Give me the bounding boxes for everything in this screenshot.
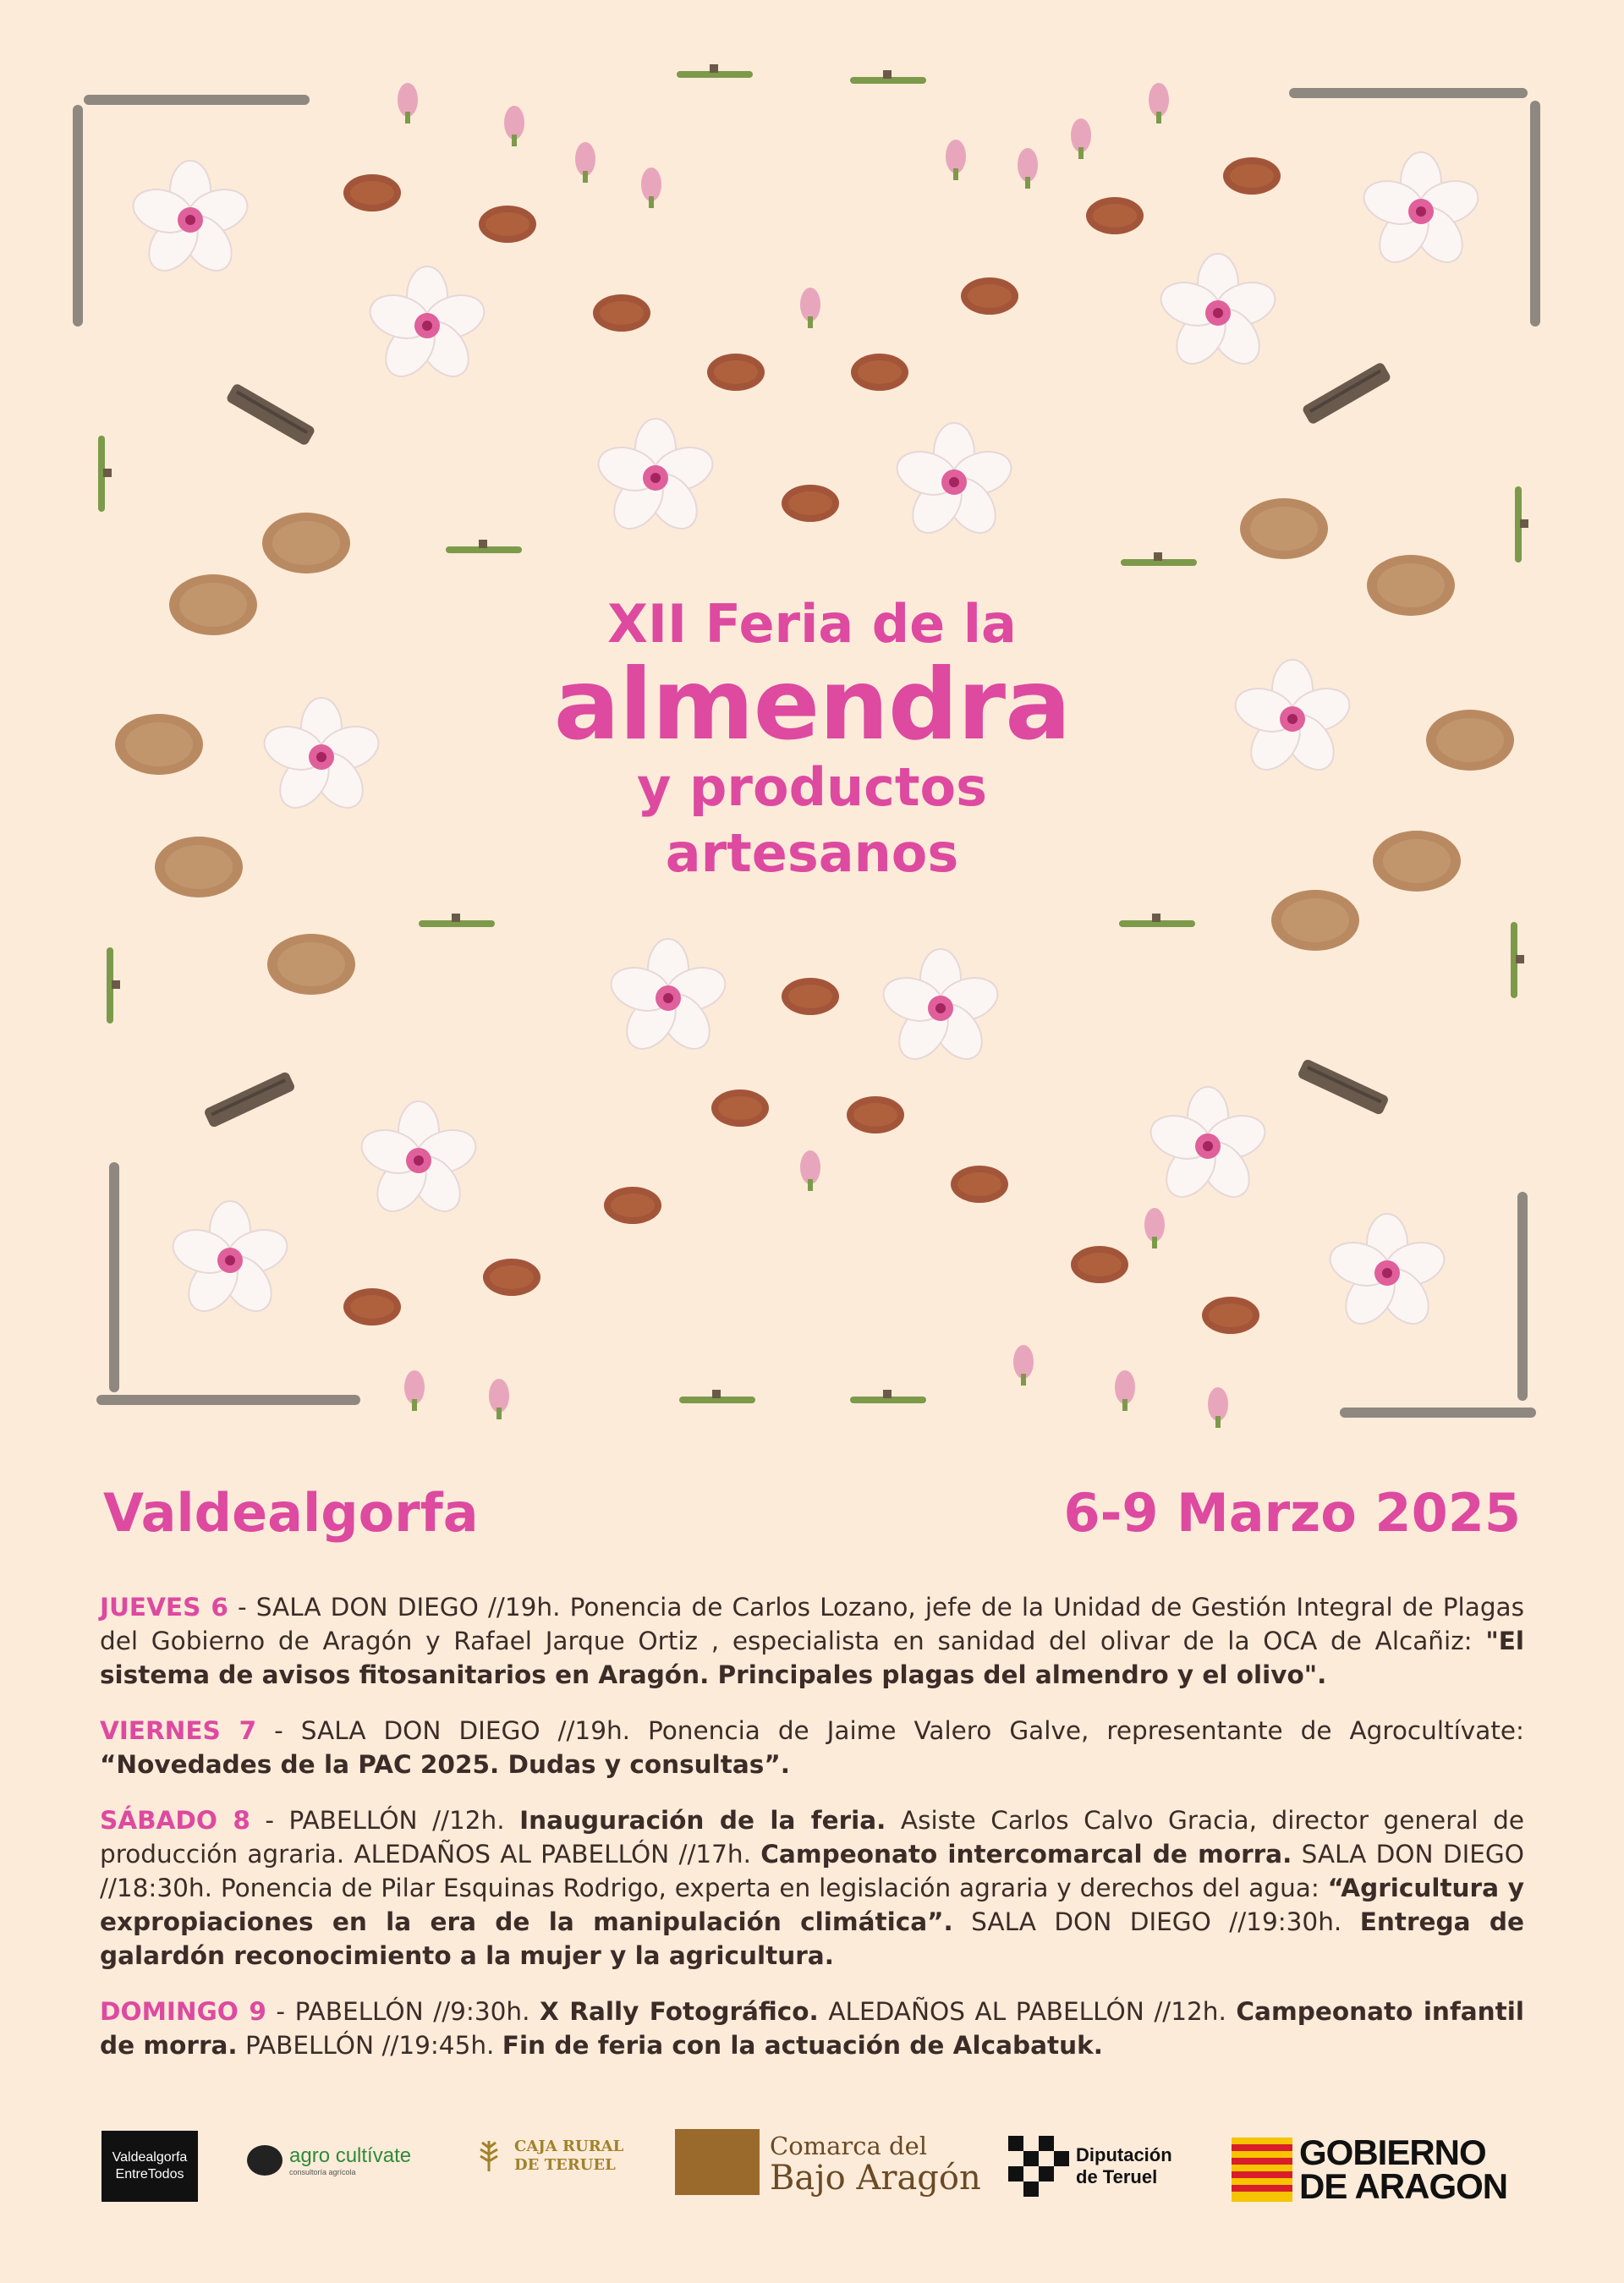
day-label: JUEVES 6 xyxy=(100,1593,228,1622)
comarca-emblem-icon xyxy=(675,2129,760,2195)
program-highlight: Inauguración de la feria. xyxy=(519,1806,886,1835)
diputacion-line2: de Teruel xyxy=(1076,2166,1158,2187)
program-highlight: Entrega de galardón reconocimiento a la mujer y la agricultura. xyxy=(100,1907,1524,1970)
event-title xyxy=(0,592,1624,886)
program-highlight: "El sistema de avisos fitosanitarios en Aragón. Principales plagas del almendro y el olivo". xyxy=(100,1627,1524,1689)
caja-rural-logo xyxy=(470,2138,623,2175)
program-friday xyxy=(100,1714,1524,1781)
title-line-4: artesanos xyxy=(665,822,959,884)
day-label: VIERNES 7 xyxy=(100,1716,257,1745)
caja-rural-text xyxy=(514,2138,623,2175)
program-text: - PABELLÓN //9:30h. xyxy=(266,1997,540,2026)
day-label: DOMINGO 9 xyxy=(100,1997,266,2026)
comarca-line2: Bajo Aragón xyxy=(770,2159,981,2198)
program-text: SALA DON DIEGO //19:30h. xyxy=(952,1907,1360,1936)
program-saturday xyxy=(100,1803,1524,1973)
program-text: ALEDAÑOS AL PABELLÓN //12h. xyxy=(818,1997,1237,2026)
comarca-text xyxy=(770,2130,981,2198)
valdealgorfa-logo-line1: Valdealgorfa xyxy=(112,2150,188,2165)
title-line-2: almendra xyxy=(553,648,1071,762)
checkered-icon xyxy=(1008,2136,1069,2197)
program-text: - PABELLÓN //12h. xyxy=(250,1806,520,1835)
gobierno-line1: GOBIERNO xyxy=(1299,2132,1486,2172)
valdealgorfa-logo-line2: EntreTodos xyxy=(115,2167,184,2181)
title-line-3: y productos xyxy=(637,756,987,818)
gobierno-line2: DE ARAGON xyxy=(1299,2166,1508,2206)
comarca-line1: Comarca del xyxy=(770,2132,928,2160)
comarca-bajo-aragon-logo xyxy=(675,2129,981,2198)
program-text: Asiste Carlos Calvo Gracia, director general de producción agraria. ALEDAÑOS AL PABELLÓN //17h. xyxy=(100,1806,1524,1869)
agrocultivate-icon xyxy=(247,2145,283,2176)
program-text: PABELLÓN //19:45h. xyxy=(237,2031,502,2060)
agrocultivate-name: agro cultívate xyxy=(289,2144,412,2167)
diputacion-line1: Diputación xyxy=(1076,2144,1172,2165)
program-highlight: Campeonato intercomarcal de morra. xyxy=(760,1840,1292,1869)
caja-rural-line2: DE TERUEL xyxy=(514,2156,616,2174)
valdealgorfa-logo xyxy=(102,2131,198,2202)
day-label: SÁBADO 8 xyxy=(100,1806,250,1835)
aragon-flag-icon xyxy=(1232,2138,1292,2202)
title-line-1: XII Feria de la xyxy=(607,593,1017,655)
program-highlight: X Rally Fotográfico. xyxy=(540,1997,819,2026)
gobierno-aragon-logo xyxy=(1232,2132,1508,2206)
event-dates: 6-9 Marzo 2025 xyxy=(1063,1482,1521,1544)
program-highlight: “Novedades de la PAC 2025. Dudas y consultas”. xyxy=(100,1750,790,1779)
wheat-icon xyxy=(470,2138,508,2175)
program-highlight: Campeonato infantil de morra. xyxy=(100,1997,1525,2060)
program-thursday xyxy=(100,1590,1524,1692)
event-program xyxy=(100,1590,1524,2084)
program-highlight: Fin de feria con la actuación de Alcabatuk. xyxy=(502,2031,1103,2060)
sponsor-logos xyxy=(0,2119,1624,2212)
event-place: Valdealgorfa xyxy=(103,1482,479,1544)
program-text: SALA DON DIEGO //18:30h. Ponencia de Pilar Esquinas Rodrigo, experta en legislación agraria y derechos del agua: xyxy=(100,1840,1524,1902)
agrocultivate-logo xyxy=(247,2144,411,2176)
gobierno-text xyxy=(1299,2132,1508,2206)
diputacion-teruel-logo xyxy=(1008,2136,1172,2197)
agrocultivate-text xyxy=(289,2144,411,2176)
program-highlight: “Agricultura y expropiaciones en la era de la manipulación climática”. xyxy=(100,1874,1524,1936)
agrocultivate-subtitle: consultoría agrícola xyxy=(289,2168,356,2176)
program-sunday xyxy=(100,1995,1524,2062)
program-text: - SALA DON DIEGO //19h. Ponencia de Carlos Lozano, jefe de la Unidad de Gestión Integral de Plagas del Gobierno de Aragón y Rafael Jarque Ortiz , especialista en sanidad del olivar de la OCA de Alcañiz: xyxy=(100,1593,1524,1655)
diputacion-text xyxy=(1076,2144,1172,2188)
program-text: - SALA DON DIEGO //19h. Ponencia de Jaime Valero Galve, representante de Agrocultívate: xyxy=(256,1716,1524,1745)
caja-rural-line1: CAJA RURAL xyxy=(514,2138,624,2155)
